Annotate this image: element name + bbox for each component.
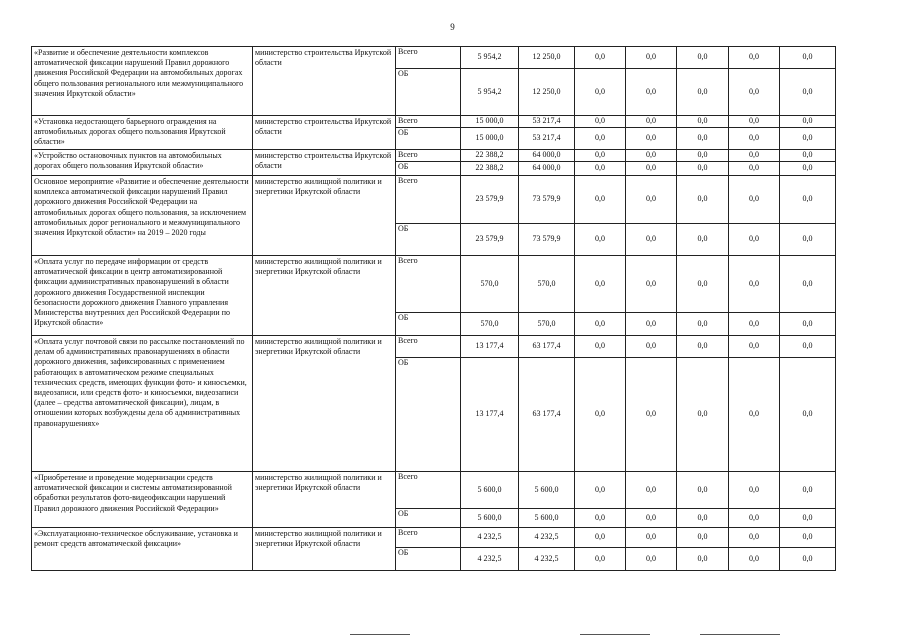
funding-source-cell: ОБ xyxy=(396,548,461,571)
funding-source-cell: Всего xyxy=(396,176,461,224)
amount-cell: 0,0 xyxy=(626,162,677,176)
amount-cell: 0,0 xyxy=(626,509,677,528)
funding-source-cell: ОБ xyxy=(396,162,461,176)
amount-cell: 0,0 xyxy=(626,150,677,162)
event-name-cell: Основное мероприятие «Развитие и обеспечение деятельности комплекса автоматической фиксации нарушений Правил дорожного движения Российской Федерации на автомобильных дорогах общего пользования, за исключением автомобильных дорог регионального и межмуниципального значения Иркутской области» на 2019 – 2020 годы xyxy=(32,176,253,256)
amount-cell: 0,0 xyxy=(626,69,677,116)
amount-cell: 0,0 xyxy=(626,528,677,548)
executor-cell: министерство жилищной политики и энергетики Иркутской области xyxy=(253,528,396,571)
amount-cell: 570,0 xyxy=(461,256,519,313)
amount-cell: 0,0 xyxy=(729,116,780,128)
funding-source-cell: ОБ xyxy=(396,313,461,336)
amount-cell: 0,0 xyxy=(780,176,836,224)
amount-cell: 0,0 xyxy=(729,358,780,472)
event-name-cell: «Установка недостающего барьерного ограждения на автомобильных дорогах общего пользования Иркутской области» xyxy=(32,116,253,150)
amount-cell: 0,0 xyxy=(626,224,677,256)
amount-cell: 4 232,5 xyxy=(461,548,519,571)
amount-cell: 63 177,4 xyxy=(519,336,575,358)
amount-cell: 53 217,4 xyxy=(519,128,575,150)
table-row xyxy=(32,336,836,358)
event-name-cell: «Устройство остановочных пунктов на автомобильных дорогах общего пользования Иркутской области» xyxy=(32,150,253,176)
amount-cell: 0,0 xyxy=(626,313,677,336)
amount-cell: 0,0 xyxy=(575,69,626,116)
amount-cell: 15 000,0 xyxy=(461,116,519,128)
amount-cell: 0,0 xyxy=(677,336,729,358)
amount-cell: 0,0 xyxy=(575,256,626,313)
amount-cell: 0,0 xyxy=(729,313,780,336)
amount-cell: 0,0 xyxy=(575,224,626,256)
amount-cell: 5 600,0 xyxy=(461,472,519,509)
amount-cell: 0,0 xyxy=(677,47,729,69)
amount-cell: 53 217,4 xyxy=(519,116,575,128)
amount-cell: 0,0 xyxy=(729,176,780,224)
amount-cell: 0,0 xyxy=(677,69,729,116)
amount-cell: 0,0 xyxy=(780,528,836,548)
amount-cell: 0,0 xyxy=(729,336,780,358)
bottom-scan-line xyxy=(580,634,650,635)
amount-cell: 0,0 xyxy=(729,509,780,528)
funding-source-cell: Всего xyxy=(396,256,461,313)
event-name-cell: «Развитие и обеспечение деятельности комплексов автоматической фиксации нарушений Правил дорожного движения Российской Федерации на автомобильных дорогах общего пользования регионального или межмуниципального значения Иркутской области» xyxy=(32,47,253,116)
amount-cell: 0,0 xyxy=(575,128,626,150)
executor-cell: министерство жилищной политики и энергетики Иркутской области xyxy=(253,336,396,472)
executor-cell: министерство жилищной политики и энергетики Иркутской области xyxy=(253,256,396,336)
amount-cell: 0,0 xyxy=(677,256,729,313)
amount-cell: 0,0 xyxy=(575,358,626,472)
amount-cell: 5 600,0 xyxy=(461,509,519,528)
amount-cell: 4 232,5 xyxy=(519,548,575,571)
table-row xyxy=(32,116,836,128)
amount-cell: 4 232,5 xyxy=(519,528,575,548)
amount-cell: 0,0 xyxy=(626,176,677,224)
amount-cell: 5 600,0 xyxy=(519,509,575,528)
amount-cell: 0,0 xyxy=(626,128,677,150)
executor-cell: министерство жилищной политики и энергетики Иркутской области xyxy=(253,176,396,256)
event-name-cell: «Оплата услуг по передаче информации от средств автоматической фиксации в центр автоматизированной фиксации административных правонарушений в области дорожного движения Государственной инспекции безопасности дорожного движения Главного управления Министерства внутренних дел Российской Федерации по Иркутской области» xyxy=(32,256,253,336)
funding-source-cell: ОБ xyxy=(396,128,461,150)
amount-cell: 0,0 xyxy=(626,256,677,313)
amount-cell: 0,0 xyxy=(780,548,836,571)
amount-cell: 0,0 xyxy=(575,150,626,162)
funding-source-cell: Всего xyxy=(396,116,461,128)
funding-source-cell: Всего xyxy=(396,528,461,548)
amount-cell: 64 000,0 xyxy=(519,150,575,162)
amount-cell: 12 250,0 xyxy=(519,47,575,69)
amount-cell: 570,0 xyxy=(519,256,575,313)
amount-cell: 0,0 xyxy=(575,176,626,224)
amount-cell: 0,0 xyxy=(677,176,729,224)
amount-cell: 0,0 xyxy=(575,509,626,528)
table-row xyxy=(32,47,836,69)
amount-cell: 0,0 xyxy=(575,162,626,176)
amount-cell: 0,0 xyxy=(780,313,836,336)
amount-cell: 0,0 xyxy=(575,528,626,548)
amount-cell: 0,0 xyxy=(575,313,626,336)
amount-cell: 23 579,9 xyxy=(461,176,519,224)
table-row xyxy=(32,528,836,548)
table-row xyxy=(32,150,836,162)
amount-cell: 73 579,9 xyxy=(519,176,575,224)
amount-cell: 0,0 xyxy=(729,150,780,162)
amount-cell: 0,0 xyxy=(729,224,780,256)
amount-cell: 22 388,2 xyxy=(461,150,519,162)
amount-cell: 5 600,0 xyxy=(519,472,575,509)
amount-cell: 0,0 xyxy=(575,472,626,509)
event-name-cell: «Оплата услуг почтовой связи по рассылке постановлений по делам об административных правонарушениях в области дорожного движения, зафиксированных с применением работающих в автоматическом режиме специальных технических средств, имеющих функции фото- и киносъемки, видеозаписи, или средств фото- и киносъемки, видеозаписи (далее – средства автоматической фиксации), лицам, в отношении которых возбуждены дела об административных правонарушениях» xyxy=(32,336,253,472)
amount-cell: 5 954,2 xyxy=(461,47,519,69)
amount-cell: 22 388,2 xyxy=(461,162,519,176)
amount-cell: 0,0 xyxy=(626,358,677,472)
amount-cell: 0,0 xyxy=(575,116,626,128)
amount-cell: 0,0 xyxy=(729,528,780,548)
amount-cell: 0,0 xyxy=(729,162,780,176)
amount-cell: 0,0 xyxy=(780,47,836,69)
amount-cell: 13 177,4 xyxy=(461,336,519,358)
amount-cell: 0,0 xyxy=(780,69,836,116)
amount-cell: 5 954,2 xyxy=(461,69,519,116)
table-row xyxy=(32,256,836,313)
amount-cell: 0,0 xyxy=(626,47,677,69)
event-name-cell: «Приобретение и проведение модернизации средств автоматической фиксации и системы автоматизированной обработки результатов фото-видеофиксации нарушений Правил дорожного движения Российской Федерации» xyxy=(32,472,253,528)
amount-cell: 0,0 xyxy=(677,116,729,128)
amount-cell: 0,0 xyxy=(780,256,836,313)
amount-cell: 73 579,9 xyxy=(519,224,575,256)
amount-cell: 0,0 xyxy=(677,150,729,162)
funding-table xyxy=(31,46,836,571)
amount-cell: 0,0 xyxy=(729,472,780,509)
amount-cell: 0,0 xyxy=(575,336,626,358)
table-row xyxy=(32,472,836,509)
amount-cell: 0,0 xyxy=(677,162,729,176)
amount-cell: 0,0 xyxy=(626,336,677,358)
amount-cell: 570,0 xyxy=(461,313,519,336)
amount-cell: 0,0 xyxy=(729,69,780,116)
amount-cell: 0,0 xyxy=(626,116,677,128)
amount-cell: 64 000,0 xyxy=(519,162,575,176)
executor-cell: министерство строительства Иркутской области xyxy=(253,150,396,176)
amount-cell: 0,0 xyxy=(729,47,780,69)
amount-cell: 0,0 xyxy=(626,548,677,571)
amount-cell: 0,0 xyxy=(780,358,836,472)
funding-source-cell: Всего xyxy=(396,47,461,69)
executor-cell: министерство жилищной политики и энергетики Иркутской области xyxy=(253,472,396,528)
bottom-scan-line xyxy=(350,634,410,635)
amount-cell: 0,0 xyxy=(780,150,836,162)
amount-cell: 15 000,0 xyxy=(461,128,519,150)
amount-cell: 0,0 xyxy=(677,313,729,336)
amount-cell: 570,0 xyxy=(519,313,575,336)
funding-source-cell: Всего xyxy=(396,150,461,162)
page-number: 9 xyxy=(450,22,455,32)
amount-cell: 0,0 xyxy=(677,128,729,150)
amount-cell: 0,0 xyxy=(677,358,729,472)
funding-source-cell: Всего xyxy=(396,336,461,358)
amount-cell: 0,0 xyxy=(677,472,729,509)
amount-cell: 0,0 xyxy=(677,548,729,571)
amount-cell: 0,0 xyxy=(729,128,780,150)
funding-source-cell: Всего xyxy=(396,472,461,509)
executor-cell: министерство строительства Иркутской области xyxy=(253,116,396,150)
amount-cell: 13 177,4 xyxy=(461,358,519,472)
amount-cell: 0,0 xyxy=(780,128,836,150)
amount-cell: 0,0 xyxy=(677,528,729,548)
amount-cell: 0,0 xyxy=(729,548,780,571)
amount-cell: 23 579,9 xyxy=(461,224,519,256)
executor-cell: министерство строительства Иркутской области xyxy=(253,47,396,116)
amount-cell: 0,0 xyxy=(677,224,729,256)
amount-cell: 0,0 xyxy=(729,256,780,313)
amount-cell: 63 177,4 xyxy=(519,358,575,472)
amount-cell: 0,0 xyxy=(780,509,836,528)
funding-source-cell: ОБ xyxy=(396,224,461,256)
amount-cell: 4 232,5 xyxy=(461,528,519,548)
table-row xyxy=(32,176,836,224)
amount-cell: 0,0 xyxy=(677,509,729,528)
funding-source-cell: ОБ xyxy=(396,509,461,528)
amount-cell: 0,0 xyxy=(780,162,836,176)
amount-cell: 0,0 xyxy=(780,224,836,256)
amount-cell: 0,0 xyxy=(780,116,836,128)
amount-cell: 0,0 xyxy=(575,548,626,571)
funding-source-cell: ОБ xyxy=(396,358,461,472)
bottom-scan-line xyxy=(700,634,780,635)
amount-cell: 0,0 xyxy=(780,472,836,509)
amount-cell: 0,0 xyxy=(575,47,626,69)
amount-cell: 0,0 xyxy=(626,472,677,509)
event-name-cell: «Эксплуатационно-техническое обслуживание, установка и ремонт средств автоматической фиксации» xyxy=(32,528,253,571)
amount-cell: 12 250,0 xyxy=(519,69,575,116)
funding-source-cell: ОБ xyxy=(396,69,461,116)
amount-cell: 0,0 xyxy=(780,336,836,358)
